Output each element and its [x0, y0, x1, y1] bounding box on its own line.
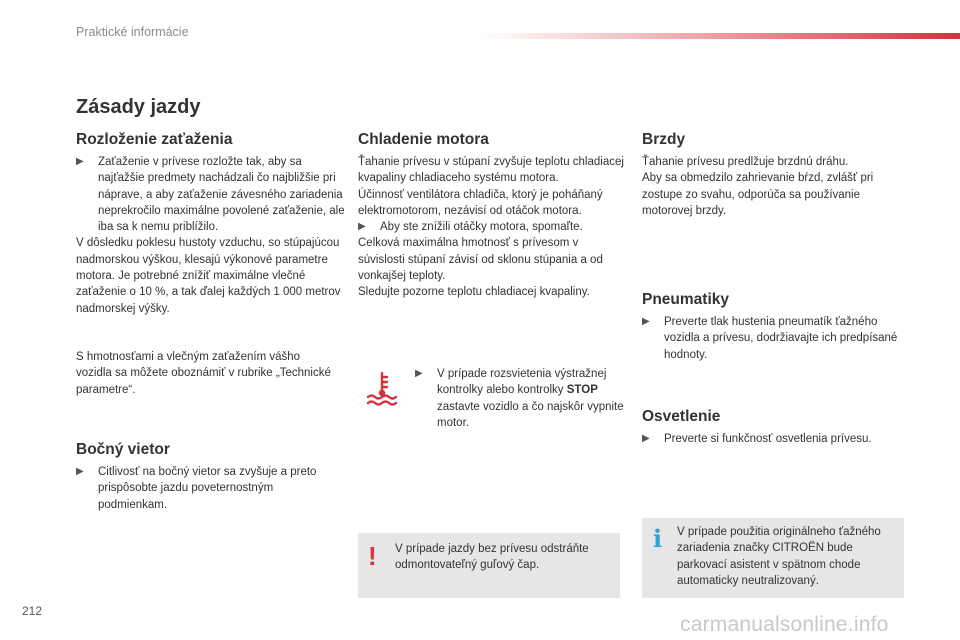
stop-label: STOP [566, 384, 598, 397]
tyres-text [642, 314, 904, 363]
crosswind-bullet-text: Citlivosť na bočný vietor sa zvyšuje a preto prispôsobte jazdu poveternostným podmienkam. [98, 466, 317, 511]
cooling-bullet-text: Aby ste znížili otáčky motora, spomaľte. [380, 221, 583, 234]
cooling-para-4: Sledujte pozorne teplotu chladiacej kvapaliny. [358, 286, 590, 299]
cooling-text [358, 154, 626, 301]
brakes-para-2: Aby sa obmedzilo zahrievanie bŕzd, zvlášť pri zostupe zo svahu, odporúča sa používanie motorovej brzdy. [642, 172, 874, 217]
cooling-warning-bullet [415, 366, 630, 431]
bullet-icon: ▶︎ [76, 466, 84, 477]
lighting-bullet [642, 431, 904, 447]
load-heading: Rozloženie zaťaženia [76, 131, 233, 148]
warning-note-text: V prípade jazdy bez prívesu odstráňte odmontovateľný guľový čap. [395, 543, 589, 572]
bullet-icon: ▶︎ [358, 221, 366, 233]
lighting-text [642, 431, 904, 447]
crosswind-heading: Bočný vietor [76, 441, 170, 458]
cooling-heading: Chladenie motora [358, 131, 489, 148]
coolant-temperature-icon [364, 370, 400, 406]
tyres-bullet [642, 314, 904, 363]
header-rule [480, 33, 960, 39]
crosswind-bullet [76, 464, 338, 513]
cooling-para-2: Účinnosť ventilátora chladiča, ktorý je poháňaný elektromotorom, nezávisí od otáčok motora. [358, 188, 603, 217]
bullet-icon: ▶︎ [415, 368, 423, 379]
info-note-text: V prípade použitia originálneho ťažného zariadenia značky CITROËN bude parkovací asistent v spätnom chode automaticky neutralizovaný. [677, 526, 881, 587]
cooling-warning [415, 366, 630, 431]
tyres-bullet-text: Preverte tlak hustenia pneumatík ťažného vozidla a prívesu, dodržiavajte ich predpísané hodnoty. [664, 316, 898, 361]
page-number: 212 [22, 604, 43, 618]
warning-mark: ! [368, 541, 377, 571]
bullet-icon: ▶︎ [642, 316, 650, 327]
cooling-warning-text-1: V prípade rozsvietenia výstražnej kontrolky alebo kontrolky [437, 368, 607, 397]
tyres-heading: Pneumatiky [642, 291, 730, 308]
cooling-para-3: Celková maximálna hmotnosť s prívesom v súvislosti stúpaní závisí od sklonu stúpania a od vonkajšej teploty. [358, 237, 603, 283]
crosswind-text [76, 464, 338, 513]
lighting-bullet-text: Preverte si funkčnosť osvetlenia prívesu. [664, 433, 872, 445]
info-icon: i [653, 524, 663, 553]
cooling-warning-text-2: zastavte vozidlo a čo najskôr vypnite motor. [437, 400, 624, 429]
brakes-heading: Brzdy [642, 131, 686, 148]
brakes-text [642, 154, 904, 219]
watermark: carmanualsonline.info [680, 613, 889, 636]
cooling-para-1: Ťahanie prívesu v stúpaní zvyšuje teplotu chladiacej kvapaliny chladiaceho systému motora. [358, 156, 624, 185]
section-header: Praktické informácie [76, 25, 189, 39]
load-para-2: S hmotnosťami a vlečným zaťažením vášho vozidla sa môžete oboznámiť v rubrike „Technické parametre“. [76, 351, 331, 396]
lighting-heading: Osvetlenie [642, 408, 721, 425]
load-para-1: V dôsledku poklesu hustoty vzduchu, so stúpajúcou nadmorskou výškou, klesajú výkonové parametre motora. Je potrebné znížiť maximálne vlečné zaťaženie o 10 %, a tak ďalej každých 1 000 metrov nadmorskej výšky. [76, 237, 341, 315]
bullet-icon: ▶︎ [642, 433, 650, 444]
brakes-para-1: Ťahanie prívesu predlžuje brzdnú dráhu. [642, 156, 849, 168]
load-text [76, 154, 348, 317]
load-bullet-text: Zaťaženie v prívese rozložte tak, aby sa najťažšie predmety nachádzali čo najbližšie pri nápravе, a aby zaťaženie závesného zariadenia neprekročilo maximálne povolené zaťaženie, ale iba sa k nemu priblížilo. [98, 156, 345, 234]
bullet-icon: ▶︎ [76, 156, 84, 167]
page-title: Zásady jazdy [76, 96, 201, 118]
cooling-bullet [358, 219, 626, 235]
load-bullet [76, 154, 348, 235]
